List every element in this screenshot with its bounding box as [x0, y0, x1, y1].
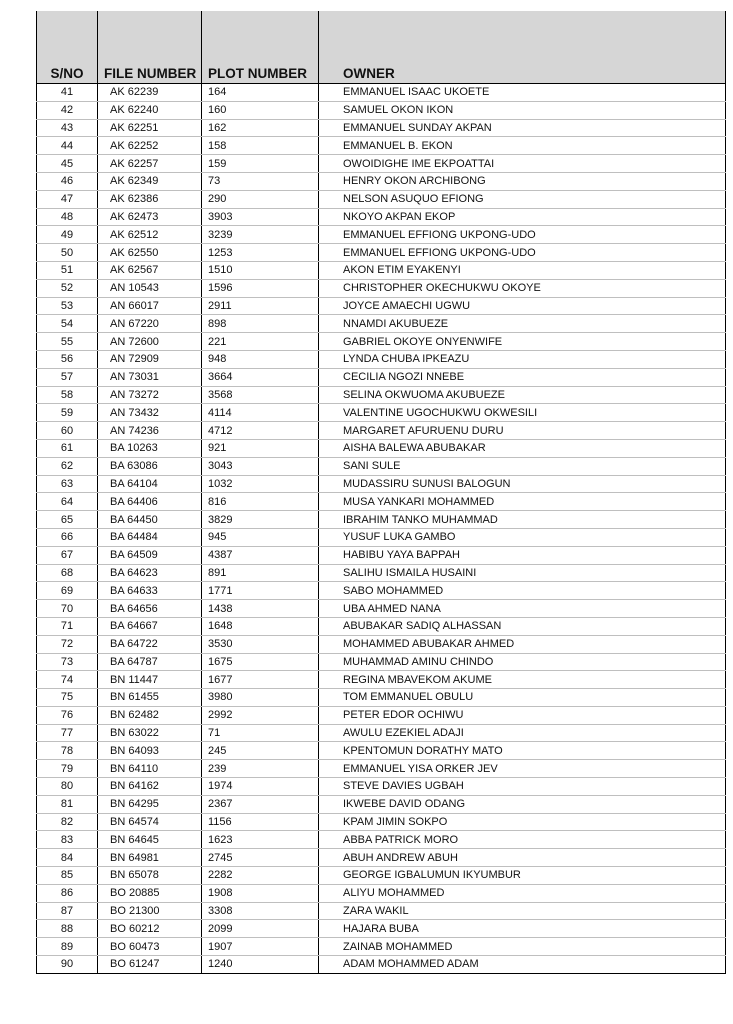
cell-file-number: BN 64981	[98, 849, 202, 867]
cell-plot-number: 1438	[202, 600, 319, 618]
document-page	[36, 11, 725, 974]
table-row	[37, 689, 726, 707]
cell-file-number: BN 62482	[98, 706, 202, 724]
cell-file-number: BA 64787	[98, 653, 202, 671]
column-header-owner: OWNER	[319, 11, 726, 84]
table-row	[37, 582, 726, 600]
cell-plot-number: 1596	[202, 279, 319, 297]
cell-owner: KPENTOMUN DORATHY MATO	[319, 742, 726, 760]
table-row	[37, 938, 726, 956]
cell-file-number: BA 64104	[98, 475, 202, 493]
cell-owner: NKOYO AKPAN EKOP	[319, 208, 726, 226]
cell-plot-number: 891	[202, 564, 319, 582]
cell-owner: SELINA OKWUOMA AKUBUEZE	[319, 386, 726, 404]
cell-plot-number: 4712	[202, 422, 319, 440]
cell-sno: 88	[37, 920, 98, 938]
cell-owner: YUSUF LUKA GAMBO	[319, 528, 726, 546]
cell-file-number: BA 64509	[98, 546, 202, 564]
table-row	[37, 368, 726, 386]
table-row	[37, 119, 726, 137]
table-row	[37, 867, 726, 885]
cell-sno: 47	[37, 190, 98, 208]
table-row	[37, 422, 726, 440]
cell-sno: 85	[37, 867, 98, 885]
cell-file-number: BN 64645	[98, 831, 202, 849]
table-row	[37, 101, 726, 119]
cell-file-number: AN 74236	[98, 422, 202, 440]
cell-plot-number: 239	[202, 760, 319, 778]
cell-sno: 68	[37, 564, 98, 582]
cell-owner: ADAM MOHAMMED ADAM	[319, 956, 726, 974]
table-row	[37, 653, 726, 671]
cell-plot-number: 2992	[202, 706, 319, 724]
table-row	[37, 386, 726, 404]
cell-plot-number: 3903	[202, 208, 319, 226]
cell-plot-number: 221	[202, 333, 319, 351]
table-row	[37, 760, 726, 778]
cell-file-number: BN 64162	[98, 778, 202, 796]
table-row	[37, 706, 726, 724]
cell-sno: 49	[37, 226, 98, 244]
table-row	[37, 457, 726, 475]
cell-file-number: AK 62239	[98, 84, 202, 102]
cell-file-number: BA 64406	[98, 493, 202, 511]
table-row	[37, 742, 726, 760]
cell-file-number: BN 64093	[98, 742, 202, 760]
table-row	[37, 831, 726, 849]
table-row	[37, 671, 726, 689]
cell-owner: MOHAMMED ABUBAKAR AHMED	[319, 635, 726, 653]
cell-plot-number: 71	[202, 724, 319, 742]
cell-owner: EMMANUEL SUNDAY AKPAN	[319, 119, 726, 137]
table-row	[37, 778, 726, 796]
table-row	[37, 315, 726, 333]
cell-sno: 75	[37, 689, 98, 707]
cell-owner: UBA AHMED NANA	[319, 600, 726, 618]
cell-plot-number: 816	[202, 493, 319, 511]
cell-sno: 52	[37, 279, 98, 297]
cell-sno: 80	[37, 778, 98, 796]
cell-sno: 76	[37, 706, 98, 724]
cell-owner: IKWEBE DAVID ODANG	[319, 795, 726, 813]
cell-owner: ABUH ANDREW ABUH	[319, 849, 726, 867]
table-row	[37, 190, 726, 208]
cell-sno: 61	[37, 439, 98, 457]
table-row	[37, 849, 726, 867]
table-row	[37, 261, 726, 279]
cell-owner: AISHA BALEWA ABUBAKAR	[319, 439, 726, 457]
cell-file-number: BN 11447	[98, 671, 202, 689]
table-row	[37, 297, 726, 315]
cell-file-number: BA 64633	[98, 582, 202, 600]
cell-file-number: AK 62386	[98, 190, 202, 208]
cell-sno: 42	[37, 101, 98, 119]
cell-file-number: AK 62240	[98, 101, 202, 119]
cell-file-number: AN 73432	[98, 404, 202, 422]
cell-sno: 82	[37, 813, 98, 831]
cell-sno: 48	[37, 208, 98, 226]
table-header	[37, 11, 726, 84]
cell-owner: VALENTINE UGOCHUKWU OKWESILI	[319, 404, 726, 422]
cell-owner: EMMANUEL EFFIONG UKPONG-UDO	[319, 226, 726, 244]
cell-plot-number: 290	[202, 190, 319, 208]
cell-plot-number: 3308	[202, 902, 319, 920]
table-row	[37, 920, 726, 938]
cell-file-number: AK 62349	[98, 172, 202, 190]
cell-file-number: AN 72600	[98, 333, 202, 351]
cell-owner: LYNDA CHUBA IPKEAZU	[319, 350, 726, 368]
table-row	[37, 493, 726, 511]
cell-file-number: BO 60473	[98, 938, 202, 956]
cell-file-number: AN 67220	[98, 315, 202, 333]
cell-sno: 45	[37, 155, 98, 173]
cell-file-number: BA 64484	[98, 528, 202, 546]
cell-file-number: BO 61247	[98, 956, 202, 974]
cell-plot-number: 159	[202, 155, 319, 173]
plot-allocation-table	[36, 11, 726, 974]
cell-sno: 70	[37, 600, 98, 618]
cell-sno: 51	[37, 261, 98, 279]
cell-sno: 65	[37, 511, 98, 529]
cell-plot-number: 1907	[202, 938, 319, 956]
cell-plot-number: 1974	[202, 778, 319, 796]
cell-file-number: AN 66017	[98, 297, 202, 315]
cell-sno: 84	[37, 849, 98, 867]
cell-owner: EMMANUEL ISAAC UKOETE	[319, 84, 726, 102]
cell-plot-number: 164	[202, 84, 319, 102]
table-body	[37, 84, 726, 974]
table-row	[37, 617, 726, 635]
cell-plot-number: 3829	[202, 511, 319, 529]
cell-owner: MARGARET AFURUENU DURU	[319, 422, 726, 440]
table-row	[37, 208, 726, 226]
cell-owner: NNAMDI AKUBUEZE	[319, 315, 726, 333]
cell-plot-number: 1240	[202, 956, 319, 974]
cell-plot-number: 1156	[202, 813, 319, 831]
cell-plot-number: 3980	[202, 689, 319, 707]
cell-owner: SAMUEL OKON IKON	[319, 101, 726, 119]
cell-owner: MUSA YANKARI MOHAMMED	[319, 493, 726, 511]
cell-owner: CHRISTOPHER OKECHUKWU OKOYE	[319, 279, 726, 297]
cell-sno: 77	[37, 724, 98, 742]
cell-plot-number: 945	[202, 528, 319, 546]
cell-file-number: BO 21300	[98, 902, 202, 920]
cell-file-number: AK 62550	[98, 244, 202, 262]
cell-owner: REGINA MBAVEKOM AKUME	[319, 671, 726, 689]
table-row	[37, 404, 726, 422]
cell-sno: 90	[37, 956, 98, 974]
cell-sno: 71	[37, 617, 98, 635]
cell-file-number: BN 64110	[98, 760, 202, 778]
cell-sno: 86	[37, 884, 98, 902]
table-row	[37, 956, 726, 974]
table-row	[37, 546, 726, 564]
cell-file-number: BN 61455	[98, 689, 202, 707]
cell-sno: 67	[37, 546, 98, 564]
cell-sno: 56	[37, 350, 98, 368]
cell-file-number: BN 65078	[98, 867, 202, 885]
cell-plot-number: 1908	[202, 884, 319, 902]
cell-sno: 72	[37, 635, 98, 653]
cell-plot-number: 3043	[202, 457, 319, 475]
cell-sno: 79	[37, 760, 98, 778]
cell-owner: STEVE DAVIES UGBAH	[319, 778, 726, 796]
cell-sno: 55	[37, 333, 98, 351]
cell-owner: EMMANUEL YISA ORKER JEV	[319, 760, 726, 778]
table-row	[37, 795, 726, 813]
cell-owner: ABUBAKAR SADIQ ALHASSAN	[319, 617, 726, 635]
cell-plot-number: 73	[202, 172, 319, 190]
cell-plot-number: 2099	[202, 920, 319, 938]
cell-owner: HAJARA BUBA	[319, 920, 726, 938]
table-row	[37, 155, 726, 173]
cell-plot-number: 2367	[202, 795, 319, 813]
cell-sno: 50	[37, 244, 98, 262]
cell-sno: 62	[37, 457, 98, 475]
cell-file-number: BA 64656	[98, 600, 202, 618]
cell-plot-number: 898	[202, 315, 319, 333]
cell-file-number: BA 10263	[98, 439, 202, 457]
cell-sno: 87	[37, 902, 98, 920]
table-row	[37, 333, 726, 351]
cell-file-number: BA 63086	[98, 457, 202, 475]
cell-sno: 78	[37, 742, 98, 760]
cell-owner: EMMANUEL EFFIONG UKPONG-UDO	[319, 244, 726, 262]
column-header-sno: S/NO	[37, 11, 98, 84]
cell-plot-number: 2282	[202, 867, 319, 885]
table-row	[37, 172, 726, 190]
cell-plot-number: 1510	[202, 261, 319, 279]
cell-plot-number: 2911	[202, 297, 319, 315]
cell-sno: 44	[37, 137, 98, 155]
cell-sno: 58	[37, 386, 98, 404]
cell-file-number: AK 62473	[98, 208, 202, 226]
column-header-plot-number: PLOT NUMBER	[202, 11, 319, 84]
cell-plot-number: 3568	[202, 386, 319, 404]
cell-plot-number: 1648	[202, 617, 319, 635]
cell-file-number: BN 64574	[98, 813, 202, 831]
cell-file-number: BA 64722	[98, 635, 202, 653]
cell-owner: SANI SULE	[319, 457, 726, 475]
cell-owner: JOYCE AMAECHI UGWU	[319, 297, 726, 315]
cell-owner: EMMANUEL B. EKON	[319, 137, 726, 155]
cell-file-number: AK 62257	[98, 155, 202, 173]
cell-file-number: BA 64667	[98, 617, 202, 635]
table-row	[37, 884, 726, 902]
cell-plot-number: 948	[202, 350, 319, 368]
cell-plot-number: 1677	[202, 671, 319, 689]
cell-owner: PETER EDOR OCHIWU	[319, 706, 726, 724]
cell-owner: MUHAMMAD AMINU CHINDO	[319, 653, 726, 671]
cell-owner: CECILIA NGOZI NNEBE	[319, 368, 726, 386]
cell-plot-number: 162	[202, 119, 319, 137]
table-row	[37, 528, 726, 546]
cell-sno: 64	[37, 493, 98, 511]
cell-plot-number: 2745	[202, 849, 319, 867]
table-row	[37, 475, 726, 493]
cell-owner: SALIHU ISMAILA HUSAINI	[319, 564, 726, 582]
cell-plot-number: 921	[202, 439, 319, 457]
table-row	[37, 511, 726, 529]
cell-file-number: BO 60212	[98, 920, 202, 938]
cell-plot-number: 1675	[202, 653, 319, 671]
table-row	[37, 600, 726, 618]
cell-sno: 89	[37, 938, 98, 956]
table-row	[37, 350, 726, 368]
table-row	[37, 724, 726, 742]
cell-owner: ABBA PATRICK MORO	[319, 831, 726, 849]
table-row	[37, 813, 726, 831]
cell-sno: 54	[37, 315, 98, 333]
cell-file-number: AN 10543	[98, 279, 202, 297]
cell-owner: AWULU EZEKIEL ADAJI	[319, 724, 726, 742]
cell-sno: 57	[37, 368, 98, 386]
cell-owner: MUDASSIRU SUNUSI BALOGUN	[319, 475, 726, 493]
header-row	[37, 11, 726, 84]
cell-sno: 59	[37, 404, 98, 422]
cell-file-number: BN 64295	[98, 795, 202, 813]
cell-plot-number: 160	[202, 101, 319, 119]
cell-plot-number: 3530	[202, 635, 319, 653]
cell-sno: 74	[37, 671, 98, 689]
cell-file-number: AK 62512	[98, 226, 202, 244]
cell-sno: 60	[37, 422, 98, 440]
cell-file-number: AN 72909	[98, 350, 202, 368]
cell-file-number: AK 62252	[98, 137, 202, 155]
cell-file-number: BA 64450	[98, 511, 202, 529]
table-row	[37, 137, 726, 155]
cell-sno: 83	[37, 831, 98, 849]
cell-sno: 73	[37, 653, 98, 671]
cell-owner: ALIYU MOHAMMED	[319, 884, 726, 902]
cell-owner: NELSON ASUQUO EFIONG	[319, 190, 726, 208]
cell-plot-number: 158	[202, 137, 319, 155]
cell-sno: 63	[37, 475, 98, 493]
cell-sno: 81	[37, 795, 98, 813]
cell-owner: ZARA WAKIL	[319, 902, 726, 920]
cell-file-number: BO 20885	[98, 884, 202, 902]
cell-plot-number: 3664	[202, 368, 319, 386]
table-row	[37, 279, 726, 297]
cell-owner: GEORGE IGBALUMUN IKYUMBUR	[319, 867, 726, 885]
cell-owner: SABO MOHAMMED	[319, 582, 726, 600]
cell-owner: AKON ETIM EYAKENYI	[319, 261, 726, 279]
cell-sno: 46	[37, 172, 98, 190]
cell-plot-number: 1032	[202, 475, 319, 493]
cell-plot-number: 1623	[202, 831, 319, 849]
cell-file-number: BN 63022	[98, 724, 202, 742]
cell-owner: KPAM JIMIN SOKPO	[319, 813, 726, 831]
cell-plot-number: 245	[202, 742, 319, 760]
table-row	[37, 564, 726, 582]
table-row	[37, 244, 726, 262]
cell-file-number: AK 62251	[98, 119, 202, 137]
cell-file-number: AN 73272	[98, 386, 202, 404]
cell-plot-number: 3239	[202, 226, 319, 244]
cell-file-number: AN 73031	[98, 368, 202, 386]
cell-owner: OWOIDIGHE IME EKPOATTAI	[319, 155, 726, 173]
table-row	[37, 635, 726, 653]
cell-owner: HENRY OKON ARCHIBONG	[319, 172, 726, 190]
cell-owner: TOM EMMANUEL OBULU	[319, 689, 726, 707]
table-row	[37, 84, 726, 102]
table-row	[37, 902, 726, 920]
cell-sno: 53	[37, 297, 98, 315]
cell-owner: GABRIEL OKOYE ONYENWIFE	[319, 333, 726, 351]
table-row	[37, 226, 726, 244]
cell-owner: IBRAHIM TANKO MUHAMMAD	[319, 511, 726, 529]
cell-plot-number: 1253	[202, 244, 319, 262]
cell-plot-number: 4387	[202, 546, 319, 564]
cell-owner: HABIBU YAYA BAPPAH	[319, 546, 726, 564]
cell-file-number: AK 62567	[98, 261, 202, 279]
cell-owner: ZAINAB MOHAMMED	[319, 938, 726, 956]
cell-sno: 66	[37, 528, 98, 546]
cell-file-number: BA 64623	[98, 564, 202, 582]
cell-plot-number: 4114	[202, 404, 319, 422]
table-row	[37, 439, 726, 457]
cell-plot-number: 1771	[202, 582, 319, 600]
column-header-file-number: FILE NUMBER	[98, 11, 202, 84]
cell-sno: 41	[37, 84, 98, 102]
cell-sno: 69	[37, 582, 98, 600]
cell-sno: 43	[37, 119, 98, 137]
